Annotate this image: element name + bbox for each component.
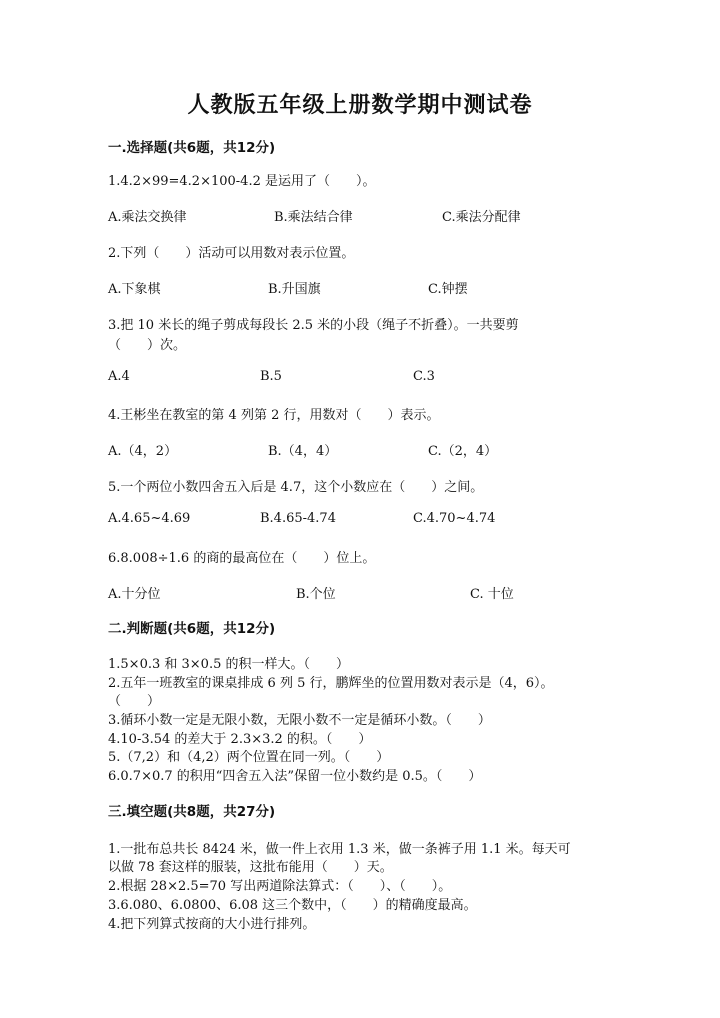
question-4: 4.王彬坐在教室的第 4 列第 2 行，用数对（ ）表示。 xyxy=(108,408,440,423)
judgement-3: 3.循环小数一定是无限小数，无限小数不一定是循环小数。（ ） xyxy=(108,713,491,728)
option-4b: B.（4，4） xyxy=(268,444,338,459)
option-1c: C.乘法分配律 xyxy=(442,210,521,225)
fill-1-cont: 以做 78 套这样的服装，这批布能用（ ）天。 xyxy=(108,860,393,875)
section-heading-fill: 三.填空题(共8题，共27分) xyxy=(108,804,276,820)
question-2: 2.下列（ ）活动可以用数对表示位置。 xyxy=(108,246,355,261)
section-heading-judgement: 二.判断题(共6题，共12分) xyxy=(108,621,276,637)
section-heading-choice: 一.选择题(共6题，共12分) xyxy=(108,140,276,156)
option-3b: B.5 xyxy=(260,369,282,384)
option-2a: A.下象棋 xyxy=(108,282,161,297)
option-5c: C.4.70~4.74 xyxy=(413,511,496,526)
option-6b: B.个位 xyxy=(296,587,336,602)
question-6: 6.8.008÷1.6 的商的最高位在（ ）位上。 xyxy=(108,551,376,566)
option-4c: C.（2，4） xyxy=(428,444,498,459)
option-1b: B.乘法结合律 xyxy=(274,210,353,225)
fill-2: 2.根据 28×2.5=70 写出两道除法算式：（ ）、（ ）。 xyxy=(108,879,452,894)
option-5b: B.4.65-4.74 xyxy=(260,511,336,526)
option-4a: A.（4，2） xyxy=(108,444,178,459)
page-title: 人教版五年级上册数学期中测试卷 xyxy=(187,93,533,118)
judgement-4: 4.10-3.54 的差大于 2.3×3.2 的积。（ ） xyxy=(108,732,372,747)
option-3a: A.4 xyxy=(108,369,130,384)
option-3c: C.3 xyxy=(413,369,435,384)
option-6a: A.十分位 xyxy=(108,587,161,602)
option-2b: B.升国旗 xyxy=(268,282,321,297)
judgement-1: 1.5×0.3 和 3×0.5 的积一样大。（ ） xyxy=(108,657,349,672)
question-5: 5.一个两位小数四舍五入后是 4.7，这个小数应在（ ）之间。 xyxy=(108,480,484,495)
fill-4: 4.把下列算式按商的大小进行排列。 xyxy=(108,917,316,932)
judgement-2: 2.五年一班教室的课桌排成 6 列 5 行，鹏辉坐的位置用数对表示是（4，6）。 xyxy=(108,676,554,691)
fill-1: 1.一批布总共长 8424 米，做一件上衣用 1.3 米，做一条裤子用 1.1 米。每天可 xyxy=(108,842,571,857)
option-1a: A.乘法交换律 xyxy=(108,210,187,225)
judgement-2-cont: （ ） xyxy=(108,694,161,709)
option-2c: C.钟摆 xyxy=(428,282,468,297)
question-3: 3.把 10 米长的绳子剪成每段长 2.5 米的小段（绳子不折叠）。一共要剪 xyxy=(108,318,519,333)
question-1: 1.4.2×99=4.2×100-4.2 是运用了（ ）。 xyxy=(108,174,376,189)
fill-3: 3.6.080、6.0800、6.08 这三个数中，（ ）的精确度最高。 xyxy=(108,898,477,913)
question-3-cont: （ ）次。 xyxy=(108,338,187,353)
option-5a: A.4.65~4.69 xyxy=(108,511,191,526)
judgement-5: 5.（7,2）和（4,2）两个位置在同一列。（ ） xyxy=(108,750,390,765)
judgement-6: 6.0.7×0.7 的积用“四舍五入法”保留一位小数约是 0.5。（ ） xyxy=(108,769,482,784)
option-6c: C. 十位 xyxy=(470,587,514,602)
